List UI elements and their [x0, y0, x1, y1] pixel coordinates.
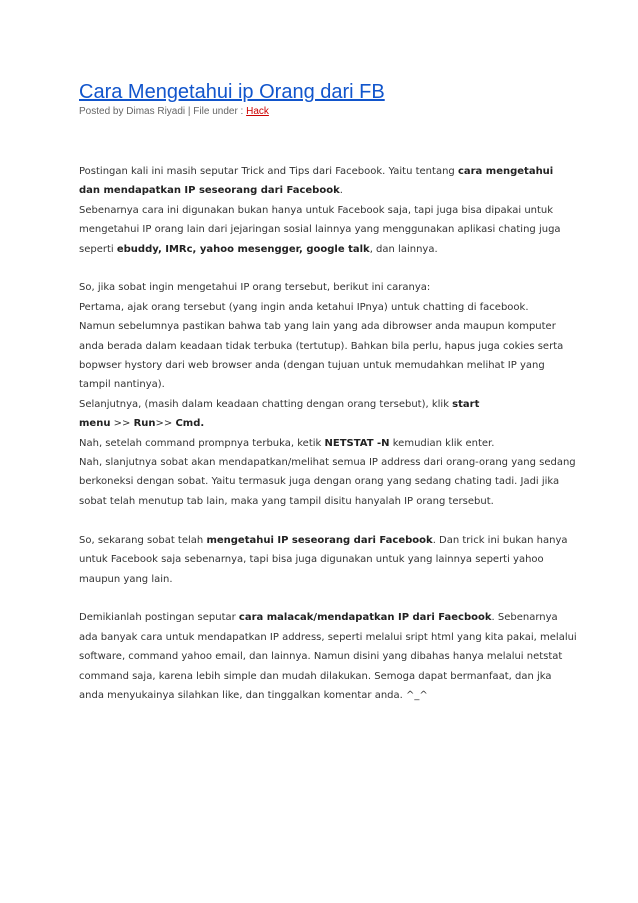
paragraph-line: Sebenarnya cara ini digunakan bukan hanya untuk Facebook saja, tapi juga bisa dipakai untuk	[79, 204, 554, 216]
bold-text: Cmd.	[175, 418, 205, 430]
paragraph-line: Namun sebelumnya pastikan bahwa tab yang lain yang ada dibrowser anda maupun komputer	[79, 321, 556, 333]
bold-text: start	[452, 398, 480, 410]
paragraph-gap	[79, 259, 569, 278]
text: Selanjutnya, (masih dalam keadaan chatting dengan orang tersebut), klik	[79, 398, 453, 410]
text: Postingan kali ini masih seputar Trick and Tips dari Facebook. Yaitu tentang	[79, 166, 458, 177]
paragraph-line	[79, 395, 569, 414]
paragraph-line	[79, 608, 569, 627]
paragraph-line	[79, 531, 569, 550]
category-link[interactable]: Hack	[246, 106, 269, 117]
paragraph-line	[79, 414, 569, 433]
paragraph-line: berkoneksi dengan sobat. Yaitu termasuk juga dengan orang yang sedang chating tadi. Jadi jika	[79, 476, 560, 488]
paragraph-line	[79, 181, 569, 200]
text: >>	[110, 418, 134, 430]
paragraph-line: command saja, karena lebih simple dan mudah dilakukan. Semoga dapat bermanfaat, dan jka	[79, 670, 552, 682]
paragraph-line: bopwser hystory dari web browser anda (dengan tujuan untuk memudahkan melihat IP yang	[79, 360, 545, 372]
paragraph-line: sobat telah menutup tab lain, maka yang tampil disitu hanyalah IP orang tersebut.	[79, 495, 494, 507]
paragraph-line: tampil nantinya).	[79, 379, 165, 391]
text: Nah, setelah command prompnya terbuka, ketik	[79, 437, 325, 449]
text: . Sebenarnya	[491, 612, 558, 624]
post-meta	[79, 105, 269, 119]
bold-text: mengetahui IP seseorang dari Facebook	[206, 534, 433, 546]
paragraph-line	[79, 240, 569, 259]
post-body	[79, 162, 577, 705]
paragraph-gap	[79, 511, 569, 530]
bold-text: NETSTAT -N	[324, 437, 390, 449]
paragraph-line: untuk Facebook saja sebenarnya, tapi bisa juga digunakan untuk yang lainnya seperti yahoo	[79, 554, 544, 566]
paragraph-line: Pertama, ajak orang tersebut (yang ingin anda ketahui IPnya) untuk chatting di facebook.	[79, 301, 529, 313]
paragraph-line: ada banyak cara untuk mendapatkan IP address, seperti melalui sript html yang kita pakai, melalui	[79, 631, 577, 643]
bold-text: ebuddy, IMRc, yahoo mesengger, google talk	[116, 243, 370, 255]
text: .	[339, 185, 343, 197]
paragraph-gap	[79, 589, 569, 608]
text: seperti	[79, 243, 117, 255]
bold-text: menu	[79, 418, 111, 430]
paragraph-line: So, jika sobat ingin mengetahui IP orang tersebut, berikut ini caranya:	[79, 282, 431, 294]
paragraph-line: mengetahui IP orang lain dari jejaringan sosial lainnya yang menggunakan aplikasi chating juga	[79, 224, 561, 236]
text: So, sekarang sobat telah	[79, 534, 207, 546]
paragraph-line	[79, 434, 569, 453]
bold-text: dan mendapatkan IP seseorang dari Facebook	[79, 185, 340, 197]
text: . Dan trick ini bukan hanya	[432, 534, 568, 546]
text: kemudian klik enter.	[389, 437, 495, 449]
bold-text: cara malacak/mendapatkan IP dari Faecbook	[238, 612, 492, 624]
paragraph-line: anda menyukainya silahkan like, dan tinggalkan komentar anda. ^_^	[79, 689, 428, 701]
paragraph-line: software, command yahoo email, dan lainnya. Namun disini yang dibahas hanya melalui netstat	[79, 651, 563, 663]
paragraph-line	[79, 162, 569, 181]
bold-text: cara mengetahui	[457, 166, 554, 177]
paragraph-line: anda berada dalam keadaan tidak terbuka (tertutup). Bahkan bila perlu, hapus juga cokies serta	[79, 340, 564, 352]
bold-text: Run	[133, 418, 156, 430]
paragraph-line: Nah, slanjutnya sobat akan mendapatkan/melihat semua IP address dari orang-orang yang sedang	[79, 457, 576, 469]
text: >>	[155, 418, 176, 430]
post-author-info: Posted by Dimas Riyadi | File under :	[79, 106, 247, 117]
text: , dan lainnya.	[369, 243, 438, 255]
text: Demikianlah postingan seputar	[79, 612, 239, 624]
paragraph-line: maupun yang lain.	[79, 573, 173, 585]
post-title-link[interactable]: Cara Mengetahui ip Orang dari FB	[79, 81, 385, 103]
